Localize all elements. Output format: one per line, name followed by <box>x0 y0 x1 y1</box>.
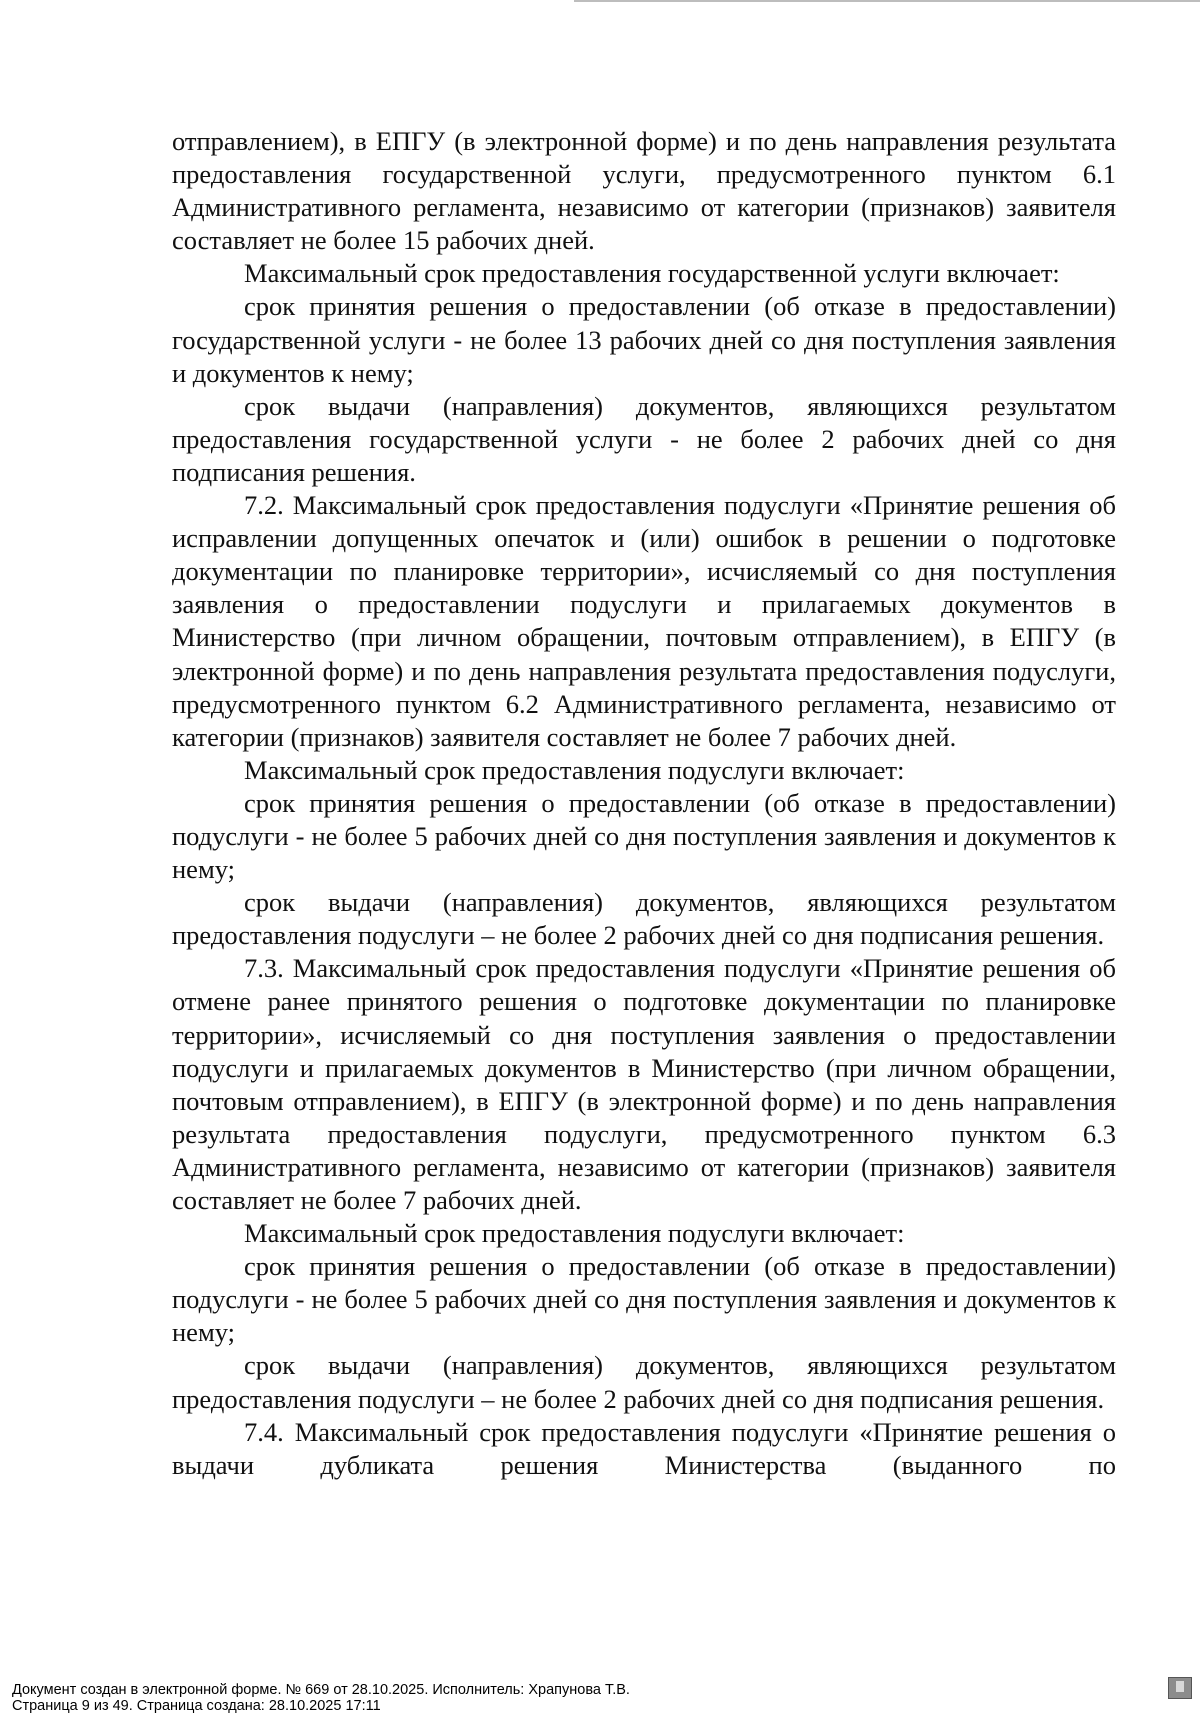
top-border-line <box>574 0 1200 2</box>
paragraph-clause-7-2: 7.2. Максимальный срок предоставления подуслуги «Принятие решения об исправлении допущенных опечаток и (или) ошибок в решении о подготовке документации по планировке территории», исчисляемый со дня поступления заявления о предоставлении подуслуги и прилагаемых документов в Министерство (при личном обращении, почтовым отправлением), в ЕПГУ (в электронной форме) и по день направления результата предоставления подуслуги, предусмотренного пунктом 6.2 Административного регламента, независимо от категории (признаков) заявителя составляет не более 7 рабочих дней. <box>172 490 1116 752</box>
paragraph-7-3-decision-term: срок принятия решения о предоставлении (об отказе в предоставлении) подуслуги - не более 5 рабочих дней со дня поступления заявления и документов к нему; <box>172 1251 1116 1348</box>
document-stamp-icon <box>1168 1677 1192 1699</box>
paragraph-clause-7-4: 7.4. Максимальный срок предоставления подуслуги «Принятие решения о выдачи дубликата решения Министерства (выданного по <box>172 1416 1116 1480</box>
paragraph-7-3-includes: Максимальный срок предоставления подуслуги включает: <box>244 1218 905 1249</box>
paragraph-max-term-intro: Максимальный срок предоставления государственной услуги включает: <box>244 258 1060 289</box>
document-body <box>172 125 1116 1482</box>
footer-page-info: Страница 9 из 49. Страница создана: 28.10.2025 17:11 <box>12 1698 381 1714</box>
paragraph-7-2-decision-term: срок принятия решения о предоставлении (об отказе в предоставлении) подуслуги - не более 5 рабочих дней со дня поступления заявления и документов к нему; <box>172 787 1116 885</box>
paragraph-clause-7-3: 7.3. Максимальный срок предоставления подуслуги «Принятие решения об отмене ранее принятого решения о подготовке документации по планировке территории», исчисляемый со дня поступления заявления о предоставлении подуслуги и прилагаемых документов в Министерство (при личном обращении, почтовым отправлением), в ЕПГУ (в электронной форме) и по день направления результата предоставления подуслуги, предусмотренного пунктом 6.3 Административного регламента, независимо от категории (признаков) заявителя составляет не более 7 рабочих дней. <box>172 953 1116 1215</box>
paragraph-issue-term: срок выдачи (направления) документов, являющихся результатом предоставления государственной услуги - не более 2 рабочих дней со дня подписания решения. <box>172 390 1116 487</box>
paragraph-7-2-issue-term: срок выдачи (направления) документов, являющихся результатом предоставления подуслуги – не более 2 рабочих дней со дня подписания решения. <box>172 887 1116 951</box>
paragraph-decision-term: срок принятия решения о предоставлении (об отказе в предоставлении) государственной услуги - не более 13 рабочих дней со дня поступления заявления и документов к нему; <box>172 291 1116 388</box>
paragraph-7-2-includes: Максимальный срок предоставления подуслуги включает: <box>244 754 905 785</box>
paragraph-7-3-issue-term: срок выдачи (направления) документов, являющихся результатом предоставления подуслуги – не более 2 рабочих дней со дня подписания решения. <box>172 1350 1116 1414</box>
page-footer <box>0 1555 1200 1714</box>
paragraph-continuation: отправлением), в ЕПГУ (в электронной форме) и по день направления результата предоставления государственной услуги, предусмотренного пунктом 6.1 Административного регламента, независимо от категории (признаков) заявителя составляет не более 15 рабочих дней. <box>172 126 1116 256</box>
footer-document-info: Документ создан в электронной форме. № 669 от 28.10.2025. Исполнитель: Храпунова Т.В. <box>12 1682 630 1698</box>
